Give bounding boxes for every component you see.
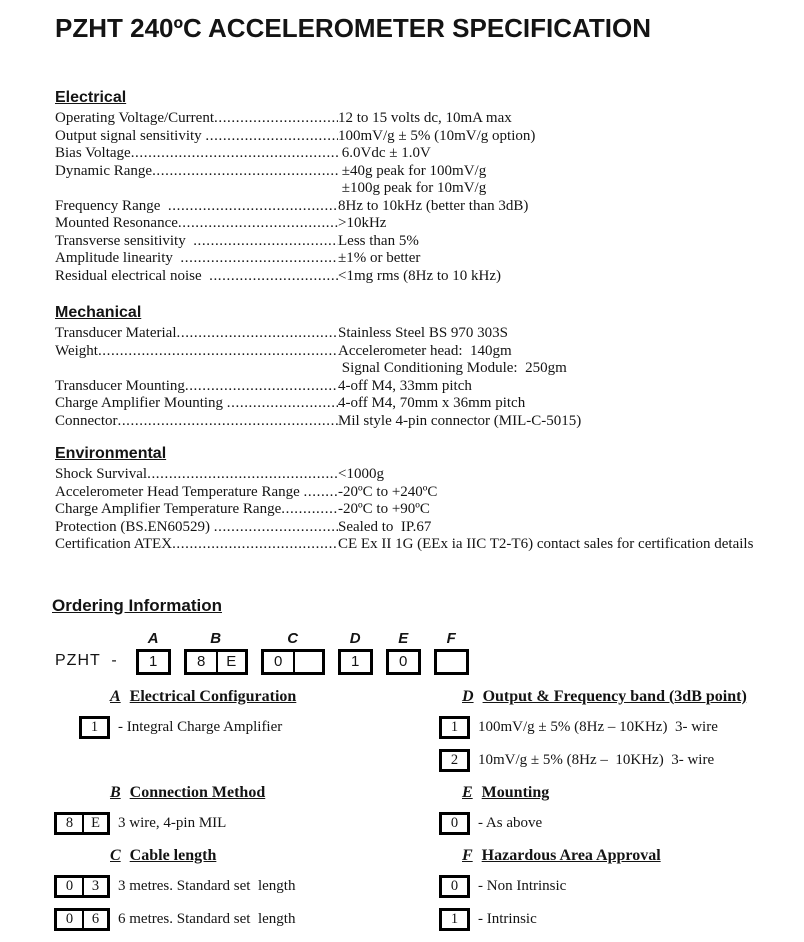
spec-row [55,198,804,216]
subsection-heading [110,783,438,803]
spec-value: 100mV/g ± 5% (10mV/g option) [338,127,536,144]
spec-leader [55,215,338,233]
spec-label: Weight [55,342,98,359]
spec-label: Operating Voltage/Current [55,110,214,126]
spec-row [55,343,804,361]
option-description: - Intrinsic [478,910,537,927]
spec-row [55,128,804,146]
spec-leader [55,484,338,502]
spec-leader [55,466,338,484]
spec-leader [55,413,338,431]
order-code-group [184,631,248,675]
subsection-a-electrical-configuration [40,687,438,783]
spec-label: Protection (BS.EN60529) [55,518,214,535]
option-description: 3 wire, 4-pin MIL [118,814,227,831]
section-electrical [55,88,804,285]
spec-row [55,466,804,484]
option-box-area [438,812,470,835]
spec-leader [55,360,338,378]
option-description: 10mV/g ± 5% (8Hz – 10KHz) 3- wire [478,751,715,768]
order-code-box [261,649,325,675]
order-field-letter: F [446,629,456,647]
section-heading-mechanical: Mechanical [55,304,142,321]
spec-leader [55,536,338,554]
spec-label: Transducer Mounting [55,377,185,394]
spec-row [55,250,804,268]
subsection-letter: B [110,783,121,801]
spec-label: Frequency Range [55,197,168,214]
order-code-box [434,649,469,675]
electrical-spec-rows [55,110,804,285]
spec-label: Certification ATEX [55,536,173,552]
dot-leader [281,501,338,519]
option-description: 3 metres. Standard set length [118,877,296,894]
spec-row [55,233,804,251]
spec-value: -20ºC to +240ºC [338,483,438,500]
dot-leader [214,519,338,537]
spec-value: ±1% or better [338,250,421,266]
dot-leader [185,378,338,396]
option-row [438,875,804,898]
option-box-area [438,875,470,898]
subsection-b-connection-method [40,783,438,846]
spec-label: Accelerometer Head Temperature Range [55,483,304,500]
option-box-area [40,812,110,835]
spec-row [55,413,804,431]
spec-value: ±40g peak for 100mV/g [338,162,487,179]
spec-leader [55,198,338,216]
section-mechanical [55,303,804,430]
option-box-area [40,908,110,931]
option-row [438,749,804,772]
option-box [439,875,470,898]
option-cell: 1 [90,718,99,735]
option-box [439,812,470,835]
option-row [40,716,438,739]
option-description: - Integral Charge Amplifier [118,718,283,735]
spec-leader [55,395,338,413]
section-heading-ordering: Ordering Information [52,595,222,615]
dot-leader [152,163,338,181]
order-code-cell: 8 [197,653,206,670]
spec-row [55,163,804,181]
option-description: 100mV/g ± 5% (8Hz – 10KHz) 3- wire [478,718,718,735]
spec-row [55,180,804,198]
dot-leader [168,198,338,216]
spec-row [55,268,804,286]
spec-row [55,484,804,502]
spec-value: >10kHz [338,215,387,231]
order-code-group [261,631,325,675]
order-field-letter: A [147,629,159,647]
spec-row [55,501,804,519]
subsection-title: Mounting [481,783,550,801]
option-cell: 0 [450,877,459,894]
spec-value: 12 to 15 volts dc, 10mA max [338,110,512,126]
dot-leader [117,413,338,431]
dot-leader [209,268,338,286]
spec-leader [55,128,338,146]
option-cell: 0 [65,877,74,894]
spec-row [55,145,804,163]
option-box [54,812,110,835]
option-description: 6 metres. Standard set length [118,910,296,927]
spec-label: Amplitude linearity [55,250,181,266]
subsection-letter: C [110,846,121,864]
subsection-heading [110,846,438,866]
spec-value: <1mg rms (8Hz to 10 kHz) [338,267,502,284]
spec-value: CE Ex II 1G (EEx ia IIC T2-T6) contact sales for certification details [338,536,754,552]
order-code-cell: 0 [274,653,283,670]
option-box-area [438,716,470,739]
spec-label: Mounted Resonance [55,215,178,231]
spec-label: Transducer Material [55,325,177,341]
section-heading-electrical: Electrical [55,89,127,106]
spec-row [55,215,804,233]
order-code-cell [293,652,322,672]
subsection-letter: D [462,687,474,705]
option-row [438,716,804,739]
spec-leader [55,343,338,361]
order-code-box [136,649,171,675]
option-cell: E [82,815,107,832]
mechanical-spec-rows [55,325,804,430]
spec-leader [55,501,338,519]
dot-leader [193,233,338,251]
subsection-title: Electrical Configuration [129,687,297,705]
spec-leader [55,268,338,286]
spec-leader [55,250,338,268]
spec-row [55,395,804,413]
spec-value: Signal Conditioning Module: 250gm [338,360,567,376]
dot-leader [98,343,338,361]
option-cell: 0 [450,814,459,831]
dot-leader [304,484,338,502]
order-code-cell: E [216,652,245,672]
option-box [439,908,470,931]
order-field-letter: B [210,629,222,647]
spec-value: Mil style 4-pin connector (MIL-C-5015) [338,412,582,429]
dot-leader [177,325,339,343]
spec-leader [55,325,338,343]
order-code-group [136,631,171,675]
spec-label: Residual electrical noise [55,267,210,284]
spec-value: Stainless Steel BS 970 303S [338,325,509,341]
ordering-options-grid [40,687,804,942]
subsection-title: Output & Frequency band (3dB point) [482,687,747,705]
spec-value: ±100g peak for 10mV/g [338,180,487,196]
order-code-box [386,649,421,675]
spec-row [55,110,804,128]
spec-label: Dynamic Range [55,162,153,179]
spec-value: -20ºC to +90ºC [338,501,430,517]
spec-value: Less than 5% [338,232,419,249]
order-code-box [338,649,373,675]
option-description: - As above [478,814,543,831]
dot-leader [180,250,338,268]
dot-leader [147,466,338,484]
subsection-c-cable-length [40,846,438,942]
spec-leader [55,145,338,163]
subsection-title: Cable length [129,846,217,864]
spec-value: <1000g [338,466,384,482]
option-cell: 1 [450,910,459,927]
subsection-heading [462,846,804,866]
subsection-d-output-frequency-band [438,687,804,783]
order-code-group [338,631,373,675]
order-code-group [434,631,469,675]
option-box [439,749,470,772]
dot-leader [227,395,338,413]
spec-label: Connector [55,412,118,429]
option-box [54,875,110,898]
option-box-area [40,716,110,739]
spec-label: Output signal sensitivity [55,127,206,144]
section-environmental [55,444,804,554]
spec-leader [55,163,338,181]
dot-leader [131,145,338,163]
option-cell: 3 [82,878,107,895]
order-code-box [184,649,248,675]
option-box [54,908,110,931]
option-row [40,812,438,835]
option-cell: 0 [65,910,74,927]
subsection-e-mounting [438,783,804,846]
spec-label: Shock Survival [55,466,148,482]
dot-leader [205,128,338,146]
order-code-cell: 1 [351,653,360,670]
spec-value: 4-off M4, 70mm x 36mm pitch [338,395,526,411]
subsection-letter: E [462,783,473,801]
order-code-cell: 1 [149,653,158,670]
spec-value: Accelerometer head: 140gm [338,342,512,359]
option-box-area [438,908,470,931]
option-cell: 1 [450,718,459,735]
subsection-heading [110,687,438,707]
spec-row [55,325,804,343]
order-code-cell [437,652,466,672]
option-row [438,812,804,835]
order-field-letter: D [349,629,361,647]
spec-label: Transverse sensitivity [55,232,194,249]
option-box-area [438,749,470,772]
spec-row [55,536,804,554]
order-field-letter: C [287,629,299,647]
order-prefix: PZHT - [55,651,118,669]
spec-row [55,378,804,396]
option-row [40,908,438,931]
order-code-cell: 0 [399,653,408,670]
option-cell: 8 [65,814,74,831]
option-row [40,875,438,898]
spec-value: Sealed to IP.67 [338,518,432,535]
spec-leader [55,378,338,396]
dot-leader [214,110,338,128]
option-cell: 2 [450,751,459,768]
environmental-spec-rows [55,466,804,554]
spec-label: Charge Amplifier Temperature Range [55,501,282,517]
section-ordering-information [0,596,804,942]
spec-row [55,360,804,378]
subsection-f-hazardous-area-approval [438,846,804,942]
dot-leader [178,215,338,233]
spec-leader [55,110,338,128]
spec-value: 4-off M4, 33mm pitch [338,377,472,394]
spec-leader [55,519,338,537]
dot-leader [172,536,338,554]
spec-value: 8Hz to 10kHz (better than 3dB) [338,197,529,214]
subsection-title: Hazardous Area Approval [481,846,661,864]
option-box-area [40,875,110,898]
section-heading-environmental: Environmental [55,445,167,462]
option-box [439,716,470,739]
option-description: - Non Intrinsic [478,877,567,894]
subsection-title: Connection Method [129,783,266,801]
subsection-letter: A [110,687,121,705]
option-cell: 6 [82,911,107,928]
spec-leader [55,180,338,198]
page-title: PZHT 240ºC ACCELEROMETER SPECIFICATION [55,13,651,43]
spec-value: 6.0Vdc ± 1.0V [338,145,431,161]
spec-label: Bias Voltage [55,145,131,161]
order-code-row [55,631,804,675]
order-code-groups [136,631,482,675]
spec-row [55,519,804,537]
order-field-letter: E [398,629,409,647]
subsection-letter: F [462,846,473,864]
spec-leader [55,233,338,251]
option-box [79,716,110,739]
spec-label: Charge Amplifier Mounting [55,395,227,411]
subsection-heading [462,687,804,707]
option-row [438,908,804,931]
order-code-group [386,631,421,675]
subsection-heading [462,783,804,803]
